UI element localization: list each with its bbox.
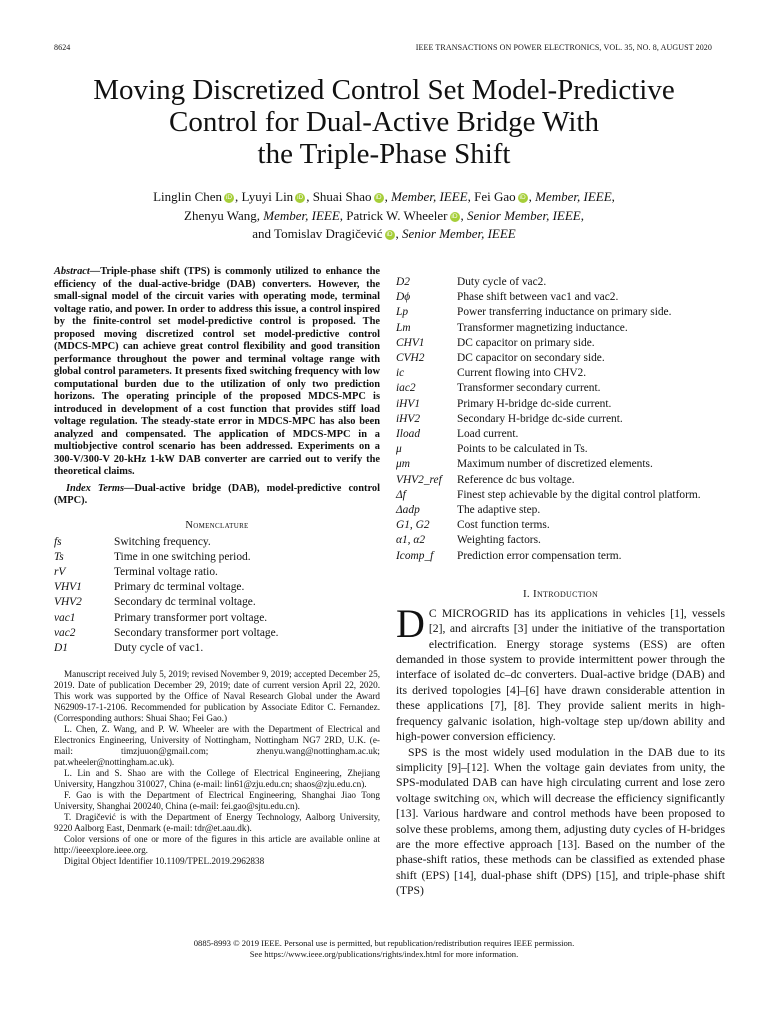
nomenclature-symbol: fs: [54, 535, 62, 548]
nomenclature-row: [396, 549, 725, 564]
nomenclature-row: [54, 565, 380, 580]
nomenclature-symbol: Δadp: [396, 504, 420, 517]
nomenclature-definition: Primary transformer port voltage.: [114, 611, 268, 624]
author-name: Tomislav Dragičević: [274, 226, 383, 241]
nomenclature-row: [396, 442, 725, 457]
author-name: Shuai Shao: [312, 189, 372, 204]
nomenclature-symbol: VHV2: [54, 596, 82, 609]
orcid-icon[interactable]: iD: [297, 194, 304, 201]
nomenclature-definition: Secondary dc terminal voltage.: [114, 596, 256, 609]
nomenclature-definition: Transformer secondary current.: [457, 382, 601, 395]
nomenclature-row: [54, 611, 380, 626]
nomenclature-definition: Duty cycle of vac2.: [457, 276, 547, 288]
author-name: Lyuyi Lin: [241, 189, 294, 204]
nomenclature-definition: Phase shift between vac1 and vac2.: [457, 291, 619, 304]
nomenclature-definition: Cost function terms.: [457, 519, 550, 532]
nomenclature-row: [396, 351, 725, 366]
nomenclature-symbol: Lm: [396, 321, 411, 334]
nomenclature-symbol: iac2: [396, 382, 416, 395]
nomenclature-symbol: iHV2: [396, 412, 421, 425]
nomenclature-row: [396, 381, 725, 396]
left-column: [54, 266, 380, 867]
nomenclature-symbol: α1, α2: [396, 534, 426, 547]
nomenclature-definition: Finest step achievable by the digital control platform.: [457, 488, 701, 501]
nomenclature-definition: Primary dc terminal voltage.: [114, 581, 245, 594]
orcid-icon[interactable]: iD: [225, 194, 233, 201]
author-name: Patrick W. Wheeler: [346, 207, 448, 223]
nomenclature-symbol: Ts: [54, 550, 64, 563]
nomenclature-symbol: iHV1: [396, 397, 421, 410]
nomenclature-row: [396, 488, 725, 503]
nomenclature-symbol: vac1: [54, 611, 76, 624]
index-terms: [54, 483, 380, 508]
nomenclature-definition: Switching frequency.: [114, 535, 211, 548]
nomenclature-definition: Secondary transformer port voltage.: [114, 626, 279, 639]
nomenclature-definition: Transformer magnetizing inductance.: [457, 321, 628, 334]
nomenclature-symbol: VHV1: [54, 581, 82, 594]
nomenclature-definition: Points to be calculated in Ts.: [457, 443, 588, 456]
index-terms-text: Dual-active bridge (DAB), model-predictive control (MPC).: [54, 482, 380, 506]
author-line-3: and Tomislav Dragičević iD , Senior Member, IEEE: [252, 226, 516, 241]
nomenclature-row: [396, 305, 725, 320]
nomenclature-definition: Secondary H-bridge dc-side current.: [457, 412, 623, 425]
nomenclature-symbol: μ: [396, 443, 402, 456]
nomenclature-row: [396, 457, 725, 472]
nomenclature-row: [396, 321, 725, 336]
nomenclature-definition: Maximum number of discretized elements.: [457, 458, 653, 471]
drop-cap: D: [396, 600, 425, 646]
nomenclature-table-right: [396, 275, 725, 564]
footnote-affiliation: F. Gao is with the Department of Electrical Engineering, Shanghai Jiao Tong University, Shanghai 200240, China (e-mail: fei.gao@sjtu.edu.cn).: [54, 790, 380, 812]
nomenclature-symbol: Δf: [396, 488, 406, 501]
nomenclature-definition: Prediction error compensation term.: [457, 549, 622, 562]
orcid-icon[interactable]: iD: [451, 212, 458, 220]
nomenclature-row: [54, 626, 380, 641]
nomenclature-row: [396, 290, 725, 305]
nomenclature-row: [396, 366, 725, 381]
nomenclature-row: [396, 397, 725, 412]
author-name: Fei Gao: [474, 189, 516, 204]
author-role: Member, IEEE: [535, 189, 612, 204]
author-line-2: Zhenyu Wang, Member, IEEE, Patrick W. Wheeler iD , Senior Member, IEEE,: [184, 207, 584, 223]
orcid-icon[interactable]: iD: [519, 194, 526, 201]
nomenclature-symbol: Lp: [396, 306, 409, 319]
nomenclature-definition: Load current.: [457, 428, 519, 441]
nomenclature-definition: Time in one switching period.: [114, 550, 251, 563]
right-column: [396, 275, 725, 899]
nomenclature-definition: DC capacitor on primary side.: [457, 336, 595, 349]
nomenclature-symbol: CHV1: [396, 336, 425, 349]
nomenclature-symbol: D2: [396, 276, 410, 288]
author-role: Senior Member, IEEE: [467, 207, 581, 223]
nomenclature-symbol: ic: [396, 367, 405, 380]
nomenclature-definition: Power transferring inductance on primary side.: [457, 306, 672, 319]
nomenclature-row: [396, 533, 725, 548]
nomenclature-row: [54, 595, 380, 610]
intro-paragraph-1: D C MICROGRID has its applications in vehicles [1], vessels [2], and aircrafts [3] under the initiative of the transportation electrification. Energy storage systems (ESS) are often demanded in those system to provide intermittent power through the interface of isolated dc–dc converters. Dual-active bridge (DAB) and its derived topologies [4]–[6] have drawn considerable attention in these applications [7], [8]. They provide salient merits in high-frequency galvanic isolation, high-voltage step up/down ability and high-power conversion efficiency.: [396, 600, 725, 744]
nomenclature-definition: Weighting factors.: [457, 534, 541, 547]
section-heading-introduction: I. Introduction: [522, 587, 599, 600]
nomenclature-symbol: Icomp_f: [396, 549, 434, 562]
author-role: Member, IEEE: [263, 207, 340, 223]
nomenclature-definition: DC capacitor on secondary side.: [457, 352, 605, 365]
nomenclature-row: [396, 473, 725, 488]
intro-paragraph-2: SPS is the most widely used modulation in the DAB due to its simplicity [9]–[12]. When the voltage gain deviates from unity, the SPS-modulated DAB can have high circulating current and lose zero voltage switching on, which will decrease the efficiency significantly [13]. Various hardware and control methods have been proposed to solve these problems, among them, adjusting duty cycles of H-bridges are the more effective approach [13]. Based on the number of the phase-shift ratios, these methods can be classified as extended phase shift (EPS) [14], dual-phase shift (DPS) [15], and triple-phase shift (TPS): [396, 745, 725, 898]
paper-title: [40, 74, 728, 170]
title-line-3: the Triple-Phase Shift: [257, 138, 511, 170]
nomenclature-definition: Primary H-bridge dc-side current.: [457, 397, 612, 410]
nomenclature-row: [54, 641, 380, 656]
footnote-affiliation: T. Dragičević is with the Department of Energy Technology, Aalborg University, 9220 Aalborg East, Denmark (e-mail: tdr@et.aau.dk).: [54, 812, 380, 834]
footnote-color-versions: Color versions of one or more of the figures in this article are available online at http://ieeexplore.ieee.org.: [54, 834, 380, 856]
running-header: [54, 43, 712, 52]
nomenclature-definition: The adaptive step.: [457, 504, 541, 517]
nomenclature-symbol: Iload: [396, 428, 421, 441]
nomenclature-definition: Duty cycle of vac1.: [114, 641, 204, 654]
abstract: [54, 266, 380, 479]
author-role: Member, IEEE: [391, 189, 468, 204]
title-line-2: Control for Dual-Active Bridge With: [169, 106, 599, 138]
author-name: Zhenyu Wang: [184, 207, 257, 223]
rights-line: See https://www.ieee.org/publications/rights/index.html for more information.: [249, 948, 519, 959]
nomenclature-row: [396, 412, 725, 427]
page-number: 8624: [54, 43, 71, 52]
nomenclature-symbol: rV: [54, 565, 66, 578]
nomenclature-row: [396, 336, 725, 351]
nomenclature-row: [54, 550, 380, 565]
abstract-label: Abstract—: [54, 266, 101, 277]
nomenclature-symbol: vac2: [54, 626, 76, 639]
author-name: Linglin Chen: [153, 189, 223, 204]
footnote-doi: Digital Object Identifier 10.1109/TPEL.2019.2962838: [64, 856, 265, 867]
abstract-text: Triple-phase shift (TPS) is commonly utilized to enhance the efficiency of the dual-active-bridge (DAB) converters. However, the small-signal model of the circuit varies with operating mode, terminal voltage ratio, and power. In order to address this issue, a control inspired by the finite-control set model-predictive control is proposed. The proposed moving discretized control set model-predictive control (MDCS-MPC) can achieve great control flexibility and good transition performance throughout the power and terminal voltage range with global control parameters. It presents fixed switching frequency with low computational burden due to the utilization of only two prediction horizons. The operating principle of the proposed MDCS-MPC is introduced in development of a cost function that provides stiff load voltage regulation. The steady-state error in MDCS-MPC has also been analyzed and compensated. The application of MDCS-MPC in a multiobjective control scenario has been addressed. Experiments on a 300-V/300-V 20-kHz 1-kW DAB converter are carried out to verify the theoretical claims.: [54, 266, 380, 477]
nomenclature-row: [396, 503, 725, 518]
journal-info: IEEE TRANSACTIONS ON POWER ELECTRONICS, VOL. 35, NO. 8, AUGUST 2020: [415, 43, 712, 52]
nomenclature-row: [396, 427, 725, 442]
copyright-line: 0885-8993 © 2019 IEEE. Personal use is permitted, but republication/redistribution requires IEEE permission.: [193, 938, 575, 948]
nomenclature-row: [54, 535, 380, 550]
footnote-affiliation: L. Lin and S. Shao are with the College of Electrical Engineering, Zhejiang University, Hangzhou 310027, China (e-mail: lin61@zju.edu.cn; shaos@zju.edu.cn).: [54, 768, 380, 790]
orcid-icon[interactable]: iD: [375, 194, 382, 201]
footnote-affiliation: L. Chen, Z. Wang, and P. W. Wheeler are with the Department of Electrical and Electronics Engineering, University of Nottingham, Nottingham NG7 2RD, U.K. (e-mail: timzjuuon@gmail.com; zhenyu.wang@nottingham.ac.uk; pat.wheeler@nottingham.ac.uk).: [54, 724, 380, 768]
nomenclature-definition: Reference dc bus voltage.: [457, 473, 575, 486]
author-line-1: Linglin Chen iD , Lyuyi Lin iD , Shuai Shao iD , Member, IEEE, Fei Gao iD , Member, IEEE,: [153, 189, 615, 204]
nomenclature-symbol: μm: [396, 458, 410, 471]
copyright-footer: [40, 938, 728, 959]
author-role: Senior Member, IEEE: [402, 226, 516, 241]
index-terms-label: Index Terms—: [66, 482, 135, 494]
nomenclature-symbol: Dϕ: [396, 291, 411, 304]
nomenclature-heading: Nomenclature: [185, 519, 249, 531]
nomenclature-row: [396, 518, 725, 533]
nomenclature-row: [54, 580, 380, 595]
nomenclature-table-left: [54, 535, 380, 657]
footnotes: [54, 669, 380, 867]
nomenclature-row: [396, 275, 725, 290]
author-list: [40, 188, 728, 244]
nomenclature-definition: Current flowing into CHV2.: [457, 367, 587, 380]
nomenclature-symbol: G1, G2: [396, 519, 430, 532]
nomenclature-definition: Terminal voltage ratio.: [114, 565, 218, 578]
orcid-icon[interactable]: iD: [386, 231, 393, 238]
nomenclature-symbol: CVH2: [396, 352, 425, 365]
nomenclature-symbol: D1: [54, 641, 68, 654]
footnote-manuscript: Manuscript received July 5, 2019; revised November 9, 2019; accepted December 25, 2019. Date of publication December 29, 2019; date of current version April 22, 2020. This work was supported by the Office of Naval Research Global under the Award N62909-17-1-2106. Recommended for publication by Associate Editor C. Fernandez. (Corresponding authors: Shuai Shao; Fei Gao.): [54, 669, 380, 724]
title-line-1: Moving Discretized Control Set Model-Predictive: [93, 74, 675, 106]
nomenclature-symbol: VHV2_ref: [396, 473, 442, 486]
